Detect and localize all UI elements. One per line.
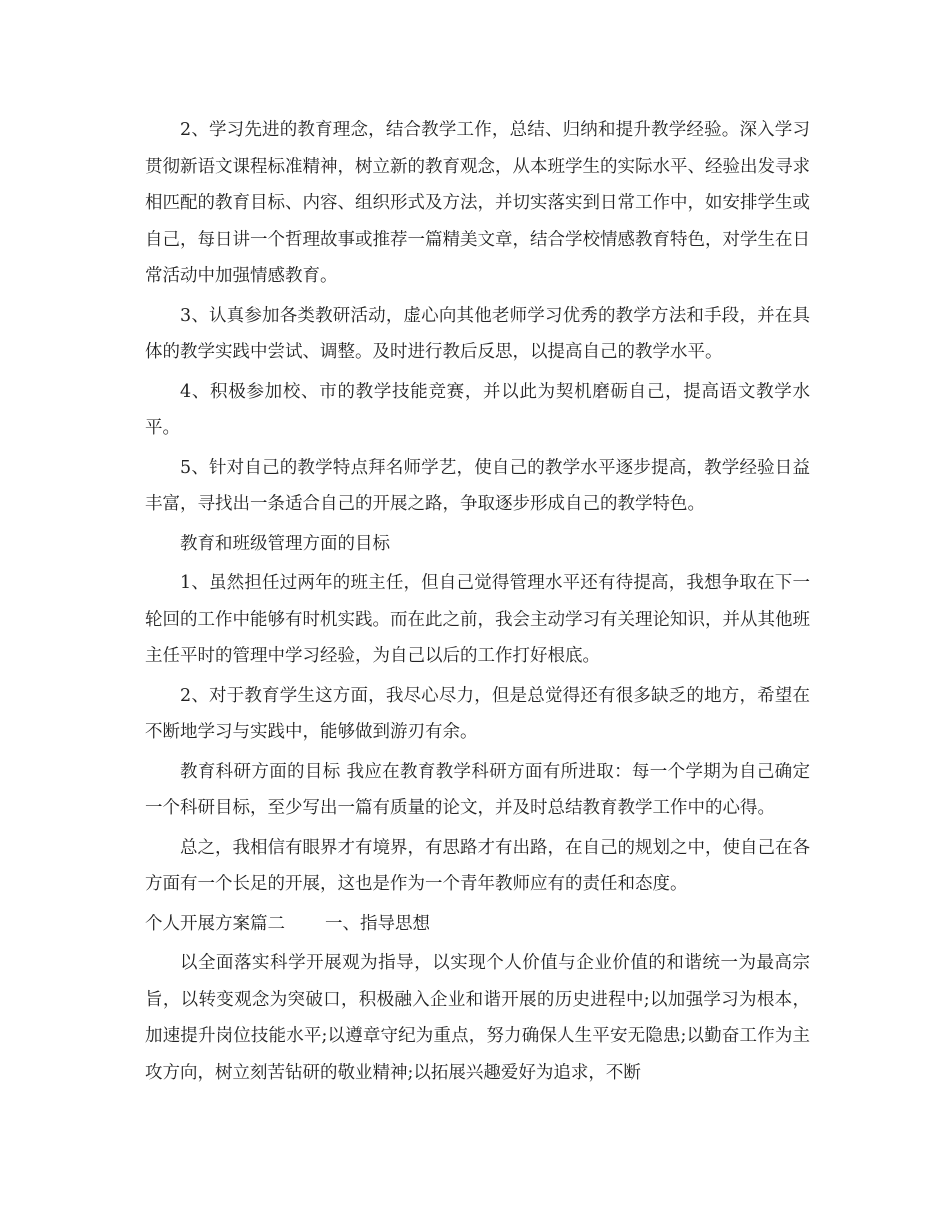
section-title: 个人开展方案篇二 [145,913,285,934]
paragraph-skills-competition: 4、积极参加校、市的教学技能竞赛，并以此为契机磨砺自己，提高语文教学水平。 [145,381,810,438]
paragraph-head-teacher: 1、虽然担任过两年的班主任，但自己觉得管理水平还有待提高，我想争取在下一轮回的工作中能够有时机实践。而在此之前，我会主动学习有关理论知识，并从其他班主任平时的管理中学习经验，为自己以后的工作打好根底。 [145,573,810,666]
paragraph-learning-concepts: 2、学习先进的教育理念，结合教学工作，总结、归纳和提升教学经验。深入学习贯彻新语文课程标准精神，树立新的教育观念，从本班学生的实际水平、经验出发寻求相匹配的教育目标、内容、组织形式及方法，并切实落实到日常工作中，如安排学生或自己，每日讲一个哲理故事或推荐一篇精美文章，结合学校情感教育特色，对学生在日常活动中加强情感教育。 [145,120,810,286]
paragraph-master-teacher: 5、针对自己的教学特点拜名师学艺，使自己的教学水平逐步提高，教学经验日益丰富，寻找出一条适合自己的开展之路，争取逐步形成自己的教学特色。 [145,457,810,514]
paragraph-educating-students: 2、对于教育学生这方面，我尽心尽力，但是总觉得还有很多缺乏的地方，希望在不断地学习与实践中，能够做到游刃有余。 [145,685,810,742]
section-subtitle: 一、指导思想 [325,913,430,934]
document-body [145,112,810,1094]
heading-class-management: 教育和班级管理方面的目标 [180,533,390,554]
paragraph-guiding-ideology: 以全面落实科学开展观为指导，以实现个人价值与企业价值的和谐统一为最高宗旨，以转变观念为突破口，积极融入企业和谐开展的历史进程中;以加强学习为根本，加速提升岗位技能水平;以遵章守纪为重点，努力确保人生平安无隐患;以勤奋工作为主攻方向，树立刻苦钻研的敬业精神;以拓展兴趣爱好为追求，不断 [145,953,810,1083]
paragraph-teaching-research: 3、认真参加各类教研活动，虚心向其他老师学习优秀的教学方法和手段，并在具体的教学实践中尝试、调整。及时进行教后反思，以提高自己的教学水平。 [145,305,810,362]
paragraph-research-goals: 教育科研方面的目标 我应在教育教学科研方面有所进取：每一个学期为自己确定一个科研目标，至少写出一篇有质量的论文，并及时总结教育教学工作中的心得。 [145,761,810,818]
section-heading-line [145,906,810,943]
paragraph-conclusion: 总之，我相信有眼界才有境界，有思路才有出路，在自己的规划之中，使自己在各方面有一个长足的开展，这也是作为一个青年教师应有的责任和态度。 [145,837,810,894]
